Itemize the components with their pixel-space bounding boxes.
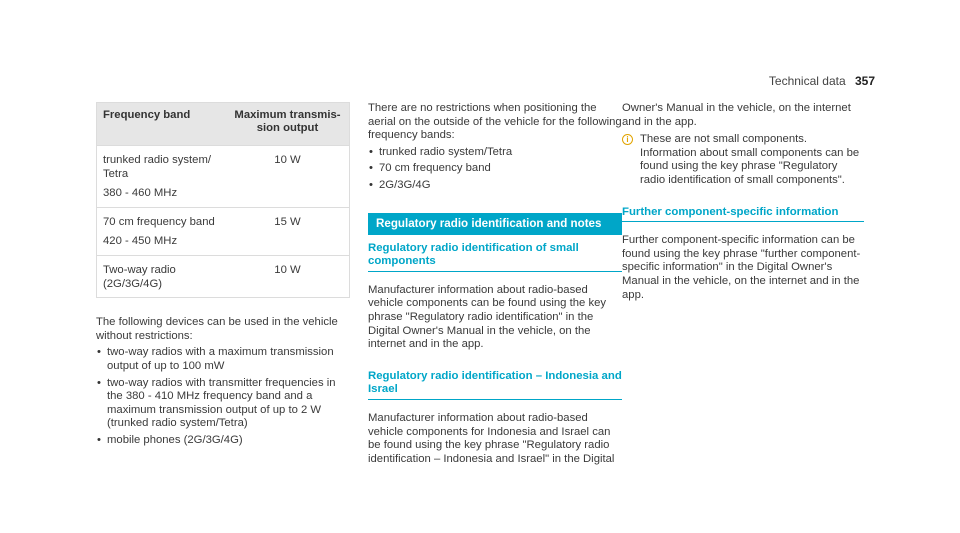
band-list xyxy=(368,146,622,193)
table-row xyxy=(97,255,350,297)
band-text: trunked radio system/ xyxy=(103,154,211,166)
table-cell-power: 10 W xyxy=(226,146,350,208)
list-item: • mobile phones (2G/3G/4G) xyxy=(96,434,350,448)
table-row xyxy=(97,146,350,208)
intro-paragraph: The following devices can be used in the vehicle without restrictions: xyxy=(96,316,338,342)
indonesia-israel-paragraph: Manufacturer information about radio-based vehicle components for Indonesia and Israel can be found using the key phrase "Regulatory radio identification – Indonesia and Israel" in the Digital xyxy=(368,411,615,465)
table-cell-band xyxy=(97,255,226,297)
further-info-paragraph: Further component-specific information can be found using the key phrase "further component-specific information" in the Digital Owner's Manual in the vehicle, on the internet and in the app. xyxy=(622,234,861,301)
table-cell-band xyxy=(97,207,226,255)
list-item: • 2G/3G/4G xyxy=(368,179,622,193)
section-title: Technical data xyxy=(768,74,846,88)
table-header-power-text: Maximum transmis- sion output xyxy=(234,109,341,134)
note-text: These are not small components. Information about small components can be found using the key phrase "Regulatory radio identification of small components". xyxy=(640,133,860,186)
band-text: Tetra xyxy=(103,167,129,180)
small-components-paragraph: Manufacturer information about radio-based vehicle components can be found using the key phrase "Regulatory radio identification" in the Digital Owner's Manual in the vehicle, on the internet and in the app. xyxy=(368,283,607,351)
continuation-paragraph: Owner's Manual in the vehicle, on the internet and in the app. xyxy=(622,102,851,128)
aerial-paragraph: There are no restrictions when positioning the aerial on the outside of the vehicle for the following frequency bands: xyxy=(368,102,622,142)
band-range: 380 - 460 MHz xyxy=(103,187,178,200)
band-text: (2G/3G/4G) xyxy=(103,277,163,290)
subheading-further-info: Further component-specific information xyxy=(622,206,864,223)
column-1 xyxy=(96,102,350,448)
table-row xyxy=(97,207,350,255)
table-header-power xyxy=(226,103,350,146)
section-heading-bar: Regulatory radio identification and notes xyxy=(368,213,622,235)
band-text: 70 cm frequency band xyxy=(103,215,215,228)
table-header-band: Frequency band xyxy=(97,103,226,146)
subheading-indonesia-israel: Regulatory radio identification – Indonesia and Israel xyxy=(368,370,622,400)
list-item: • 70 cm frequency band xyxy=(368,162,622,176)
list-item: • two-way radios with a maximum transmission output of up to 100 mW xyxy=(96,346,350,373)
note-block xyxy=(622,133,864,187)
list-item: • two-way radios with transmitter frequencies in the 380 - 410 MHz frequency band and a maximum transmission output of up to 2 W (trunked radio system/Tetra) xyxy=(96,377,350,431)
device-list xyxy=(96,346,350,447)
subheading-small-components: Regulatory radio identification of small components xyxy=(368,242,622,272)
list-item: • trunked radio system/Tetra xyxy=(368,146,622,160)
band-text: Two-way radio xyxy=(103,263,176,276)
frequency-table xyxy=(96,102,350,298)
band-range: 420 - 450 MHz xyxy=(103,235,178,248)
column-3 xyxy=(622,102,864,302)
page-header xyxy=(769,75,875,89)
table-cell-power: 10 W xyxy=(226,255,350,297)
table-cell-power: 15 W xyxy=(226,207,350,255)
column-2 xyxy=(368,102,622,466)
info-icon: i xyxy=(622,134,633,145)
page-number: 357 xyxy=(854,74,875,88)
table-cell-band xyxy=(97,146,226,208)
